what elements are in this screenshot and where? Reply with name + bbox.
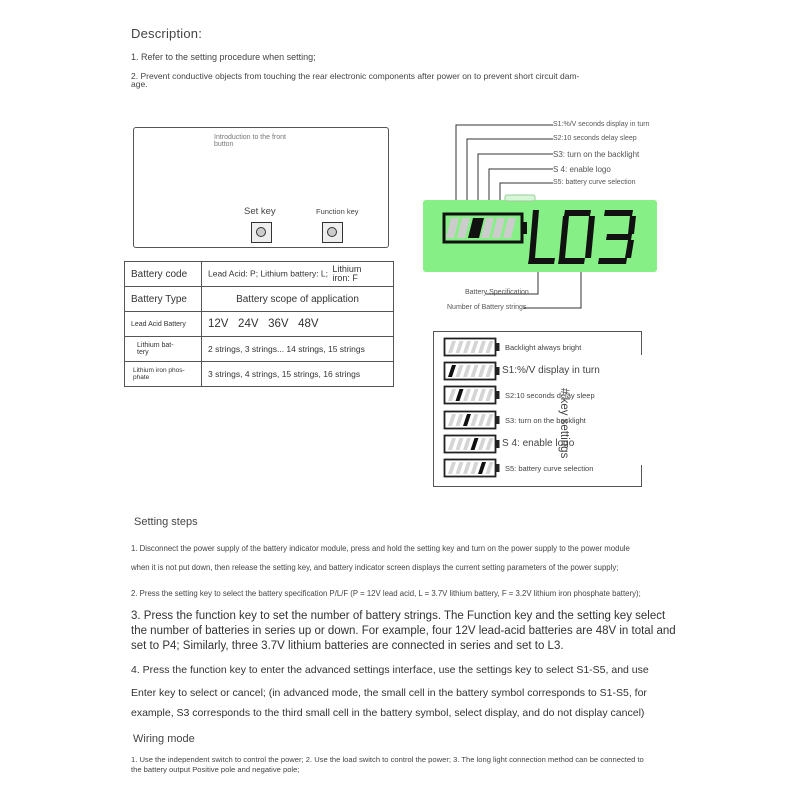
function-key-button[interactable]	[322, 222, 343, 243]
list-item	[443, 336, 633, 358]
list-item	[443, 360, 633, 382]
step3-line3: set to P4; Similarly, three 3.7V lithium batteries are connected in series and set to L3.	[131, 640, 564, 652]
table-cell	[125, 337, 202, 362]
table-cell: Lead Acid Battery	[125, 312, 202, 337]
front-panel-title-line1: Introduction to the front	[214, 134, 286, 141]
battery-icon	[443, 360, 501, 382]
list-item	[443, 457, 633, 479]
description-item-2-line1: 2. Prevent conductive objects from touching the rear electronic components after power on to prevent short circuit dam-	[131, 71, 580, 81]
wiring-mode-heading: Wiring mode	[133, 733, 195, 745]
battery-code-iron: iron: F	[332, 273, 358, 283]
mode-label: S1:%/V display in turn	[502, 365, 600, 377]
table-row	[125, 262, 394, 287]
lcd-callout-s1: S1:%/V seconds display in turn	[553, 121, 650, 128]
function-key-label: Function key	[316, 207, 359, 216]
battery-spec-table	[124, 261, 394, 387]
step4-line3: example, S3 corresponds to the third small cell in the battery symbol, select display, and do not display cancel)	[131, 707, 645, 719]
mode-label: S 4: enable logo	[502, 437, 575, 449]
number-of-strings-label: Number of Battery strings	[447, 304, 527, 311]
lcd-diagram	[415, 115, 675, 320]
battery-icon	[443, 336, 501, 358]
table-cell-line: tery	[137, 349, 149, 356]
lcd-callout-s2: S2:10 seconds delay sleep	[553, 135, 637, 142]
mode-label: S2:10 seconds delay sleep	[505, 391, 595, 401]
step1-line2: when it is not put down, then release the setting key, and battery indicator screen displays the current setting parameters of the power supply;	[131, 563, 619, 572]
table-row	[125, 337, 394, 362]
step2: 2. Press the setting key to select the battery specification P/L/F (P = 12V lead acid, L = 3.7V lithium battery, F = 3.2V lithium iron phosphate battery);	[131, 589, 641, 598]
table-row	[125, 312, 394, 337]
table-cell-line: phate	[133, 374, 150, 381]
table-cell: 2 strings, 3 strings... 14 strings, 15 strings	[202, 337, 394, 362]
set-key-label: Set key	[244, 206, 276, 217]
table-cell: 3 strings, 4 strings, 15 strings, 16 strings	[202, 362, 394, 387]
front-panel-title	[214, 134, 324, 148]
step3-line1: 3. Press the function key to set the number of battery strings. The Function key and the setting key select	[131, 610, 666, 622]
mode-label: S5: battery curve selection	[505, 464, 594, 473]
description-item-1: 1. Refer to the setting procedure when setting;	[131, 52, 316, 62]
front-panel-title-line2: button	[214, 141, 234, 148]
wiring-line1: 1. Use the independent switch to control the power; 2. Use the load switch to control the power; 3. The long light connection method can be connected to	[131, 755, 644, 764]
list-item	[443, 384, 633, 406]
table-row	[125, 287, 394, 312]
table-cell	[125, 362, 202, 387]
battery-code-text: Lead Acid: P; Lithium battery: L;	[208, 268, 329, 279]
key-settings-label: # key settings	[558, 388, 570, 459]
set-key-button[interactable]	[251, 222, 272, 243]
table-cell: 12V 24V 36V 48V	[202, 312, 394, 337]
table-cell-line: Lithium bat-	[137, 342, 174, 349]
table-cell	[202, 262, 394, 287]
battery-specification-label: Battery Specification	[465, 289, 529, 296]
description-item-2-line2: age.	[131, 79, 148, 89]
table-row	[125, 362, 394, 387]
table-cell: Battery code	[125, 262, 202, 287]
mode-label: Backlight always bright	[505, 343, 582, 352]
battery-icon	[443, 457, 501, 479]
table-cell: Battery Type	[125, 287, 202, 312]
mode-label: S3: turn on the backlight	[505, 415, 586, 425]
table-cell: Battery scope of application	[202, 287, 394, 312]
step1-line1: 1. Disconnect the power supply of the battery indicator module, press and hold the setting key and turn on the power supply to the power module	[131, 544, 630, 553]
step3-line2: the number of batteries in series up or down. For example, four 12V lead-acid batteries are 48V in total and	[131, 625, 676, 637]
description-heading: Description:	[131, 26, 203, 41]
list-item	[443, 409, 633, 431]
table-cell-line: Lithium iron phos-	[133, 367, 185, 374]
lcd-callout-s3: S3: turn on the backlight	[553, 150, 640, 159]
step4-line2: Enter key to select or cancel; (in advanced mode, the small cell in the battery symbol corresponds to S1-S5, for	[131, 687, 647, 699]
battery-icon	[443, 384, 501, 406]
setting-steps-heading: Setting steps	[134, 516, 198, 528]
battery-icon	[443, 433, 501, 455]
battery-code-lithium-iron	[332, 265, 361, 283]
lcd-callout-s5: S5: battery curve selection	[553, 179, 636, 186]
battery-icon	[443, 409, 501, 431]
side-label-background	[630, 355, 646, 465]
lcd-callout-s4: S 4: enable logo	[553, 165, 611, 174]
wiring-line2: the battery output Positive pole and negative pole;	[131, 765, 300, 774]
list-item	[443, 433, 633, 455]
step4-line1: 4. Press the function key to enter the advanced settings interface, use the settings key to select S1-S5, and use	[131, 664, 649, 676]
battery-code-lithium: Lithium	[332, 264, 362, 274]
lcd-tab	[505, 195, 535, 201]
